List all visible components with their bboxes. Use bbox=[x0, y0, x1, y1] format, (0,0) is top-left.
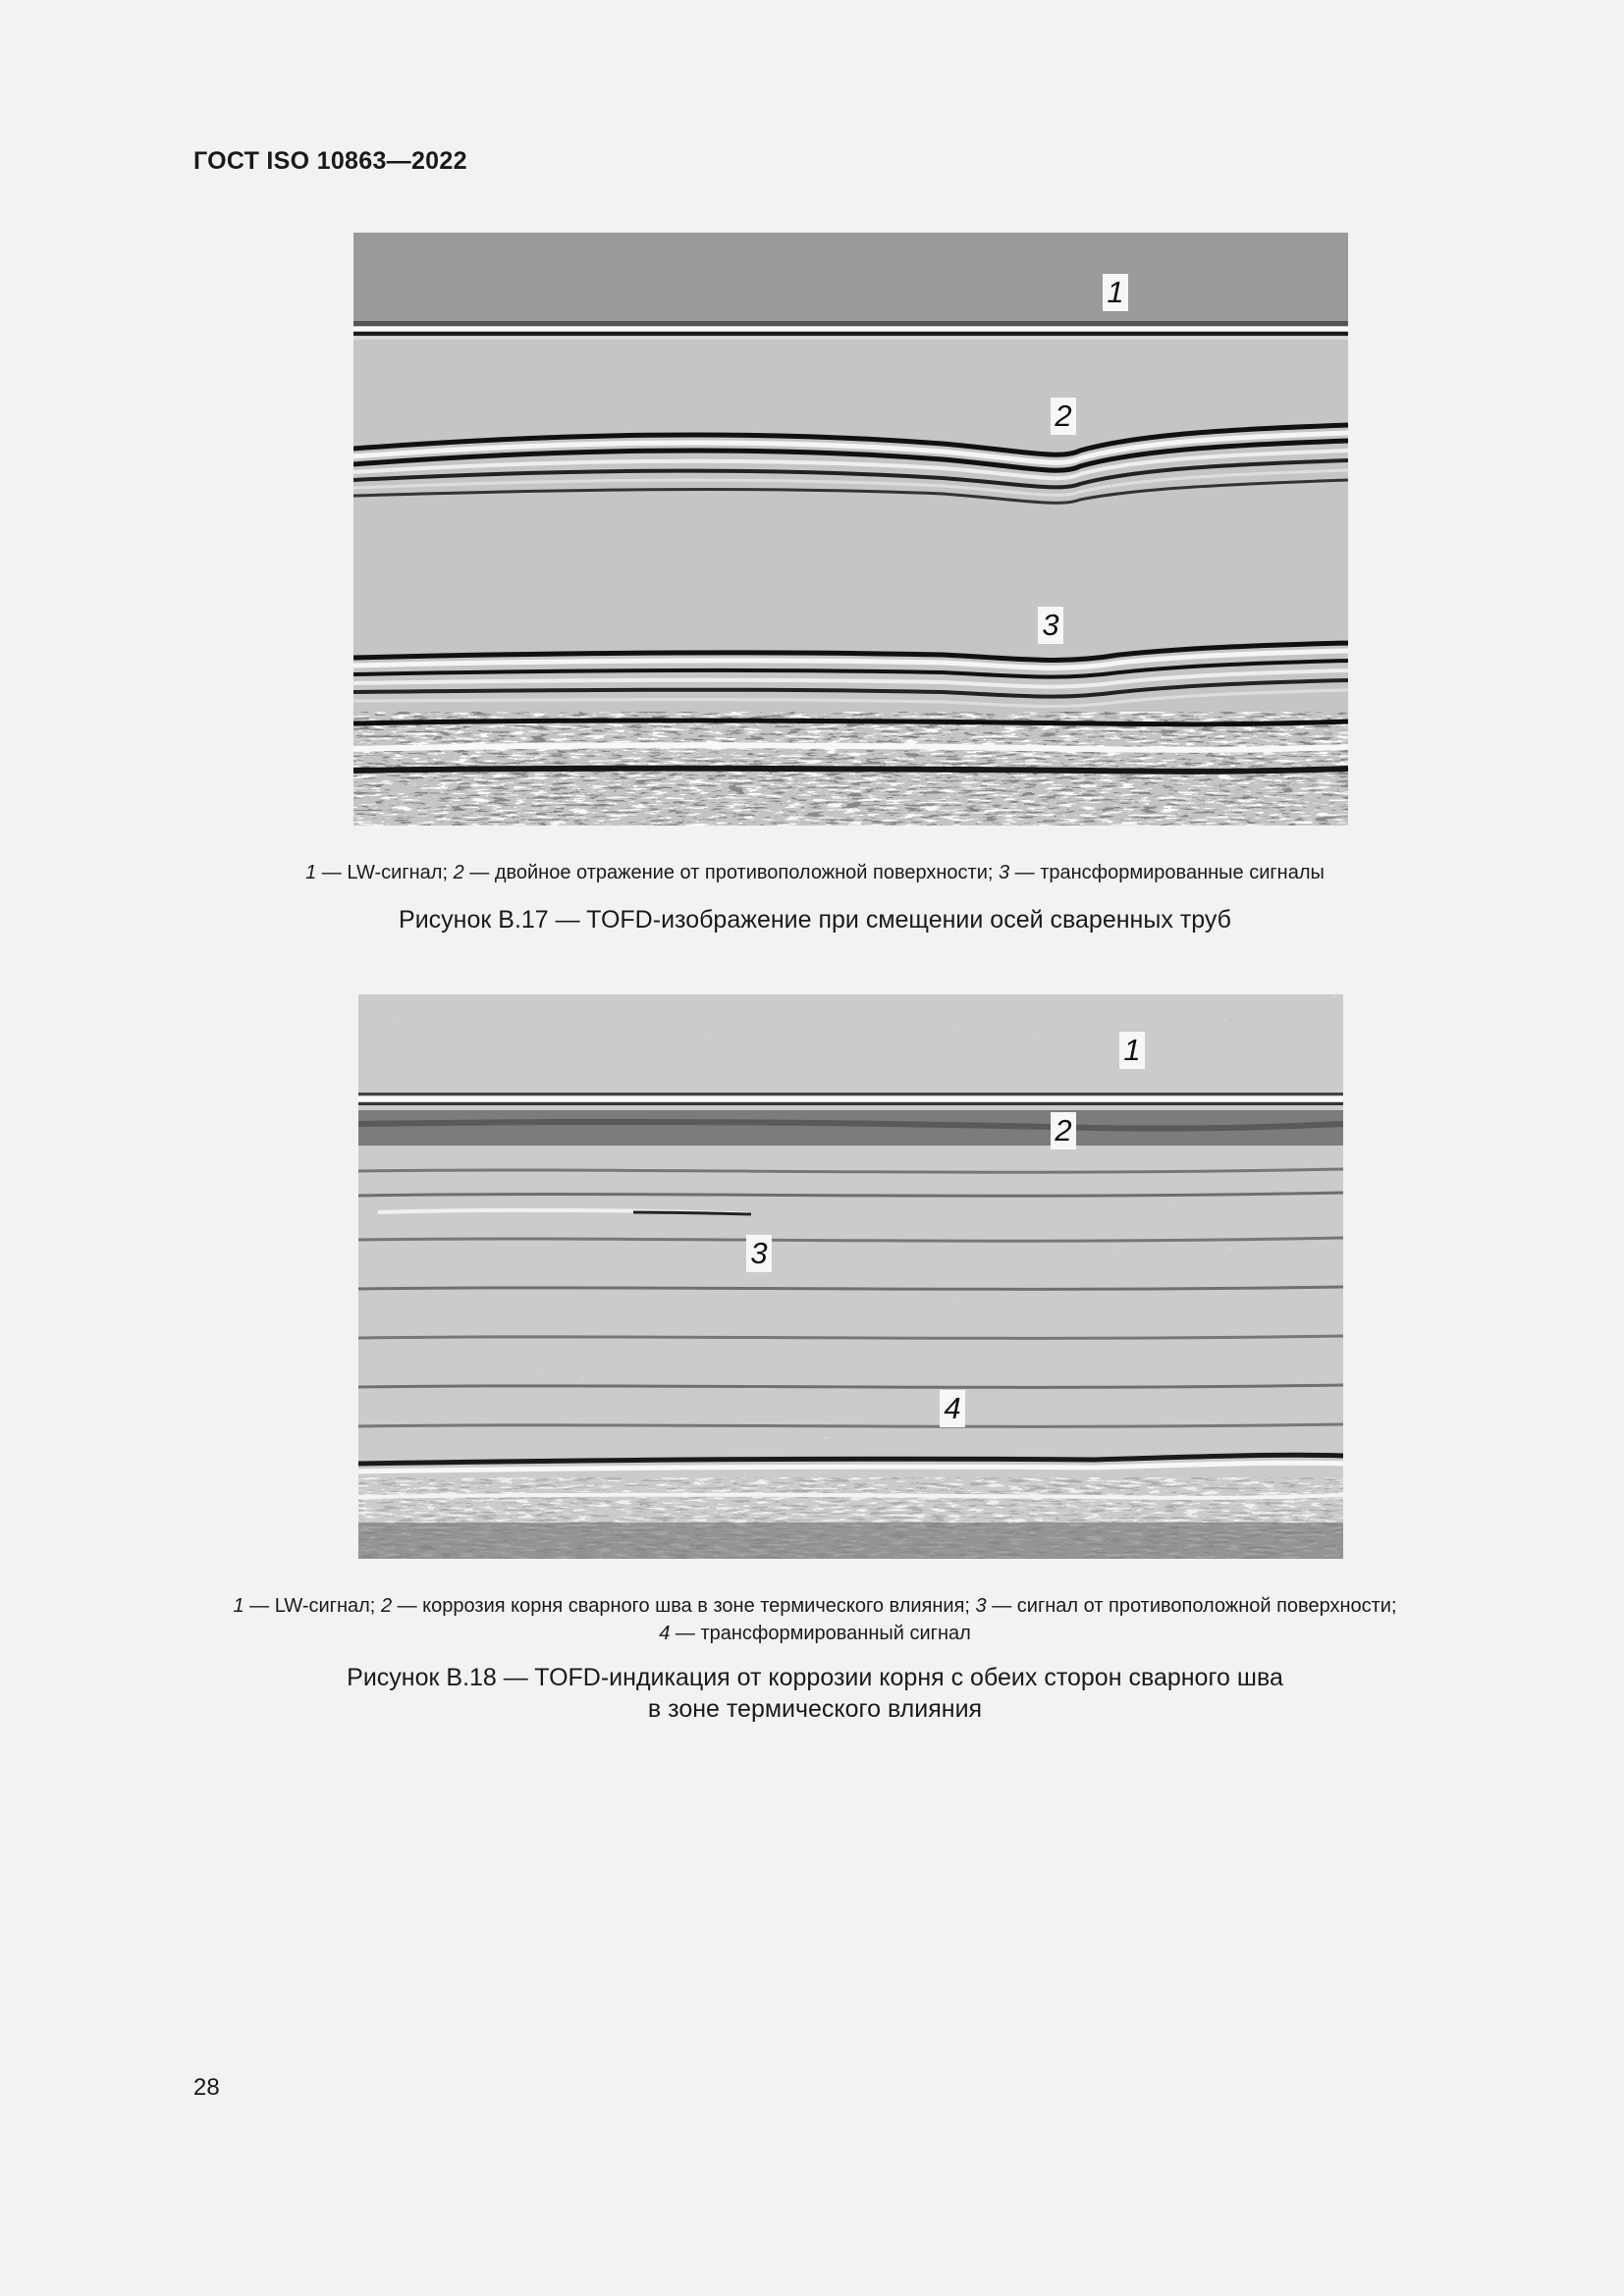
callout-1: 1 bbox=[1119, 1032, 1145, 1069]
figure-caption-b18-line2: в зоне термического влияния bbox=[647, 1695, 983, 1723]
legend-b17 bbox=[177, 860, 1453, 886]
page-number: 28 bbox=[193, 2074, 220, 2101]
legend-text: — LW-сигнал; bbox=[316, 862, 454, 883]
legend-num: 1 bbox=[305, 862, 317, 883]
legend-text: — двойное отражение от противоположной поверхности; bbox=[463, 862, 999, 883]
legend-num: 2 bbox=[453, 862, 464, 883]
callout-3: 3 bbox=[746, 1235, 772, 1272]
figure-caption-b18-line1: Рисунок B.18 — TOFD-индикация от коррозии корня с обеих сторон сварного шва bbox=[347, 1664, 1283, 1691]
legend-num: 3 bbox=[975, 1595, 987, 1617]
document-header: ГОСТ ISO 10863—2022 bbox=[193, 147, 467, 175]
tofd-image-b18 bbox=[358, 994, 1343, 1559]
legend-num: 2 bbox=[380, 1595, 393, 1617]
legend-text: — трансформированные сигналы bbox=[1009, 862, 1325, 883]
legend-text: — сигнал от противоположной поверхности; bbox=[986, 1595, 1397, 1617]
figure-caption-b17: Рисунок B.17 — TOFD-изображение при смещении осей сваренных труб bbox=[399, 906, 1231, 934]
callout-3: 3 bbox=[1038, 607, 1063, 644]
legend-text: — трансформированный сигнал bbox=[670, 1623, 971, 1644]
tofd-scan-b17 bbox=[353, 233, 1348, 826]
callout-2: 2 bbox=[1051, 1112, 1076, 1149]
legend-text: — коррозия корня сварного шва в зоне термического влияния; bbox=[392, 1595, 976, 1617]
legend-num: 4 bbox=[659, 1623, 671, 1644]
callout-2: 2 bbox=[1051, 398, 1076, 435]
legend-num: 1 bbox=[233, 1595, 244, 1617]
callout-4: 4 bbox=[940, 1390, 965, 1427]
legend-b18-line2 bbox=[177, 1621, 1453, 1647]
tofd-image-b17 bbox=[353, 233, 1348, 826]
tofd-scan-b18 bbox=[358, 994, 1343, 1559]
callout-1: 1 bbox=[1103, 274, 1128, 311]
legend-num: 3 bbox=[998, 862, 1010, 883]
legend-text: — LW-сигнал; bbox=[244, 1595, 381, 1617]
legend-b18-line1 bbox=[177, 1593, 1453, 1620]
